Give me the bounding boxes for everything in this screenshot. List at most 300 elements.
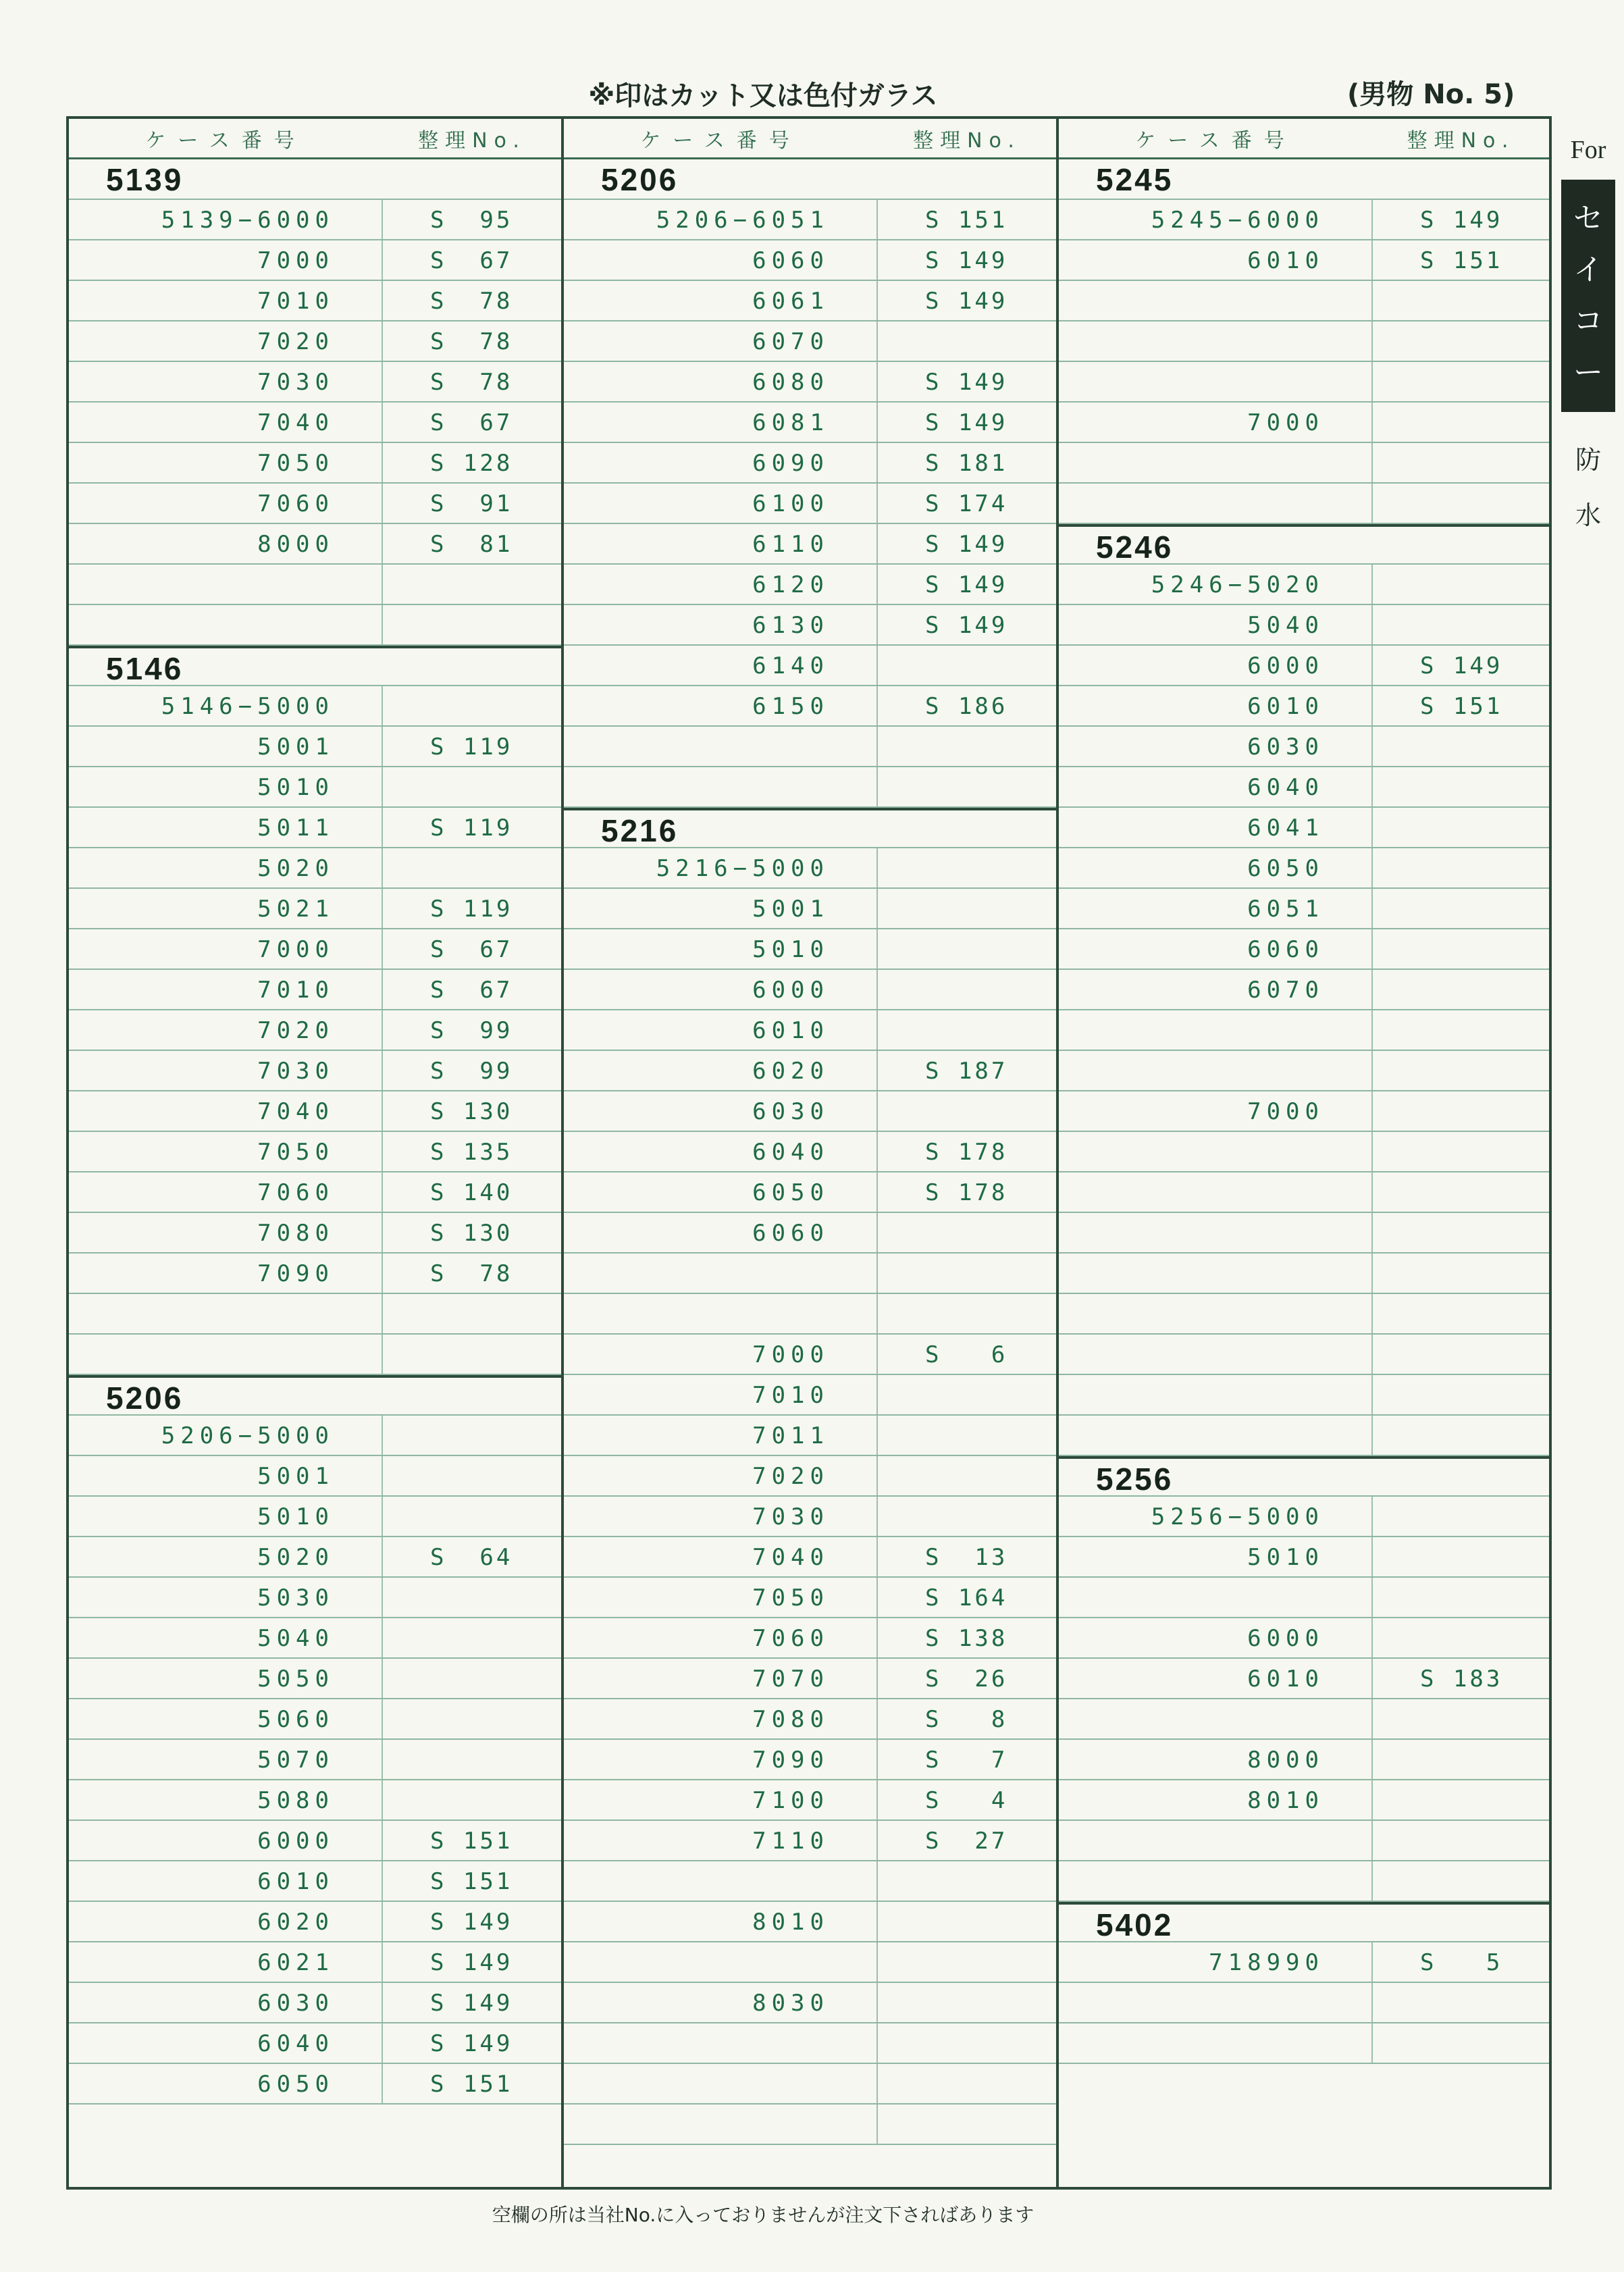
case-number-cell: 7050 (69, 1132, 383, 1171)
reference-number-cell (1373, 929, 1549, 969)
reference-number-cell: S 149 (1420, 652, 1503, 679)
case-number-cell: 6100 (564, 484, 878, 523)
case-number-cell (564, 1861, 878, 1901)
reference-number-cell (1373, 970, 1549, 1009)
reference-number-cell (1373, 1537, 1549, 1576)
table-row (69, 1335, 561, 1375)
case-number-cell: 6010 (1059, 686, 1373, 725)
table-row (1059, 1335, 1549, 1375)
reference-number-cell: S 27 (925, 1828, 1008, 1855)
table-row (1059, 2023, 1549, 2064)
table-row (564, 1172, 1056, 1213)
table-row (69, 1010, 561, 1051)
reference-number-cell (383, 605, 561, 644)
case-number-cell: 7040 (69, 403, 383, 442)
reference-number-cell: S 149 (925, 612, 1008, 639)
case-number-cell: 6120 (564, 565, 878, 604)
table-row (564, 1091, 1056, 1132)
reference-number-cell (1373, 1861, 1549, 1901)
case-number-cell (564, 1942, 878, 1982)
table-row (69, 240, 561, 281)
case-number-cell: 7000 (564, 1335, 878, 1374)
case-number-cell: 7030 (69, 362, 383, 401)
reference-number-cell: S 151 (430, 1868, 513, 1895)
case-number-cell: 6000 (1059, 646, 1373, 685)
case-number-cell: 6090 (564, 443, 878, 482)
case-number-cell (564, 2064, 878, 2103)
reference-number-cell (878, 646, 1056, 685)
case-number-cell: 5216−5000 (564, 848, 878, 887)
case-number-cell: 7110 (564, 1821, 878, 1860)
reference-number-cell (878, 970, 1056, 1009)
table-row (69, 1456, 561, 1497)
waterproof-char: 防 (1575, 445, 1601, 475)
case-number-cell (1059, 1294, 1373, 1333)
table-row (69, 1416, 561, 1456)
table-row (564, 1942, 1056, 1983)
table-row (1059, 403, 1549, 443)
group-heading: 5256 (1059, 1456, 1549, 1497)
case-number-cell: 6110 (564, 524, 878, 563)
reference-number-cell: S 135 (430, 1139, 513, 1166)
reference-number-cell (383, 1416, 561, 1455)
reference-number-cell (1373, 443, 1549, 482)
case-number-cell: 7070 (564, 1659, 878, 1698)
table-row (69, 2023, 561, 2064)
case-number-cell: 7090 (69, 1254, 383, 1293)
table-row (69, 362, 561, 403)
table-row (564, 484, 1056, 524)
case-number-cell: 7080 (69, 1213, 383, 1252)
reference-number-cell (383, 686, 561, 725)
case-number-cell (1059, 443, 1373, 482)
reference-number-cell: S 6 (925, 1341, 1008, 1368)
reference-number-cell (1373, 605, 1549, 644)
table-row (1059, 1861, 1549, 1902)
case-number-cell (1059, 1416, 1373, 1455)
reference-number-cell: S 187 (925, 1058, 1008, 1085)
table-row (1059, 281, 1549, 321)
table-row (1059, 1537, 1549, 1578)
brand-char: セ (1573, 201, 1603, 236)
catalog-table (66, 116, 1552, 2190)
reference-number-cell (1373, 403, 1549, 442)
table-row (1059, 767, 1549, 808)
case-number-cell: 5246−5020 (1059, 565, 1373, 604)
sheet-number: (男物 No. 5) (1347, 79, 1515, 110)
reference-number-cell: S 78 (430, 369, 513, 396)
case-number-cell (1059, 1375, 1373, 1414)
case-number-cell: 5010 (69, 767, 383, 806)
reference-number-cell: S 149 (430, 1949, 513, 1976)
reference-number-cell (1373, 1132, 1549, 1171)
table-row (564, 200, 1056, 240)
case-number-cell: 5070 (69, 1740, 383, 1779)
reference-number-cell: S 174 (925, 490, 1008, 517)
reference-number-cell (1373, 1618, 1549, 1657)
column-header (564, 119, 1056, 159)
reference-number-cell (1373, 1213, 1549, 1252)
case-number-cell: 6000 (69, 1821, 383, 1860)
case-number-cell: 6030 (69, 1983, 383, 2022)
case-number-cell (1059, 1821, 1373, 1860)
table-row (564, 929, 1056, 970)
table-row (69, 808, 561, 848)
case-number-cell: 7030 (69, 1051, 383, 1090)
table-row (69, 1699, 561, 1740)
case-number-cell: 7020 (564, 1456, 878, 1495)
catalog-column-3 (1059, 119, 1549, 2187)
case-number-cell: 7050 (564, 1578, 878, 1617)
table-row (564, 970, 1056, 1010)
table-row (1059, 727, 1549, 767)
group-heading: 5402 (1059, 1902, 1549, 1942)
reference-number-cell: S 149 (430, 2030, 513, 2057)
brand-char: コ (1573, 304, 1603, 338)
table-row (1059, 1942, 1549, 1983)
table-row (1059, 1659, 1549, 1699)
case-number-cell (1059, 1254, 1373, 1293)
case-number-cell: 7060 (69, 1172, 383, 1212)
reference-number-cell (1373, 1294, 1549, 1333)
table-row (69, 443, 561, 484)
side-tab-for: For (1570, 136, 1606, 164)
table-row (564, 565, 1056, 605)
case-number-cell: 5206−5000 (69, 1416, 383, 1455)
table-row (1059, 929, 1549, 970)
reference-number-cell (878, 1861, 1056, 1901)
table-row (69, 1780, 561, 1821)
reference-number-cell (878, 1902, 1056, 1941)
case-number-cell: 6000 (564, 970, 878, 1009)
table-row (69, 565, 561, 605)
reference-number-cell: S 99 (430, 1058, 513, 1085)
reference-number-cell (1373, 727, 1549, 766)
catalog-column-1 (69, 119, 564, 2187)
reference-number-cell (383, 565, 561, 604)
case-number-cell: 6060 (564, 240, 878, 280)
case-number-cell (69, 565, 383, 604)
table-row (1059, 1172, 1549, 1213)
case-number-cell: 6060 (564, 1213, 878, 1252)
table-row (1059, 889, 1549, 929)
table-row (69, 686, 561, 727)
case-number-cell: 6081 (564, 403, 878, 442)
case-number-cell: 5001 (69, 727, 383, 766)
reference-number-cell (1373, 1780, 1549, 1819)
reference-number-cell (1373, 767, 1549, 806)
reference-number-cell: S 81 (430, 531, 513, 558)
table-row (69, 1902, 561, 1942)
waterproof-char: 水 (1575, 500, 1601, 530)
case-number-cell: 5030 (69, 1578, 383, 1617)
case-number-cell: 7020 (69, 321, 383, 361)
table-row (564, 1375, 1056, 1416)
case-number-cell: 7040 (69, 1091, 383, 1131)
reference-number-cell: S 149 (925, 531, 1008, 558)
case-number-cell (1059, 1132, 1373, 1171)
case-number-cell: 6010 (1059, 240, 1373, 280)
case-number-cell: 5060 (69, 1699, 383, 1738)
table-row (1059, 240, 1549, 281)
case-number-cell: 6060 (1059, 929, 1373, 969)
table-row (1059, 1416, 1549, 1456)
case-number-cell: 7000 (1059, 1091, 1373, 1131)
table-row (1059, 1780, 1549, 1821)
reference-number-cell: S 149 (925, 409, 1008, 436)
table-row (1059, 970, 1549, 1010)
table-row (564, 727, 1056, 767)
case-number-header: ケース番号 (1135, 128, 1296, 153)
table-row (564, 1294, 1056, 1335)
case-number-cell: 6030 (1059, 727, 1373, 766)
reference-number-cell: S 151 (1420, 693, 1503, 720)
table-row (69, 281, 561, 321)
reference-number-cell: S 128 (430, 450, 513, 477)
case-number-cell: 6150 (564, 686, 878, 725)
table-row (69, 1132, 561, 1172)
reference-number-cell: S 130 (430, 1098, 513, 1125)
table-row (69, 1821, 561, 1861)
reference-number-cell (383, 1294, 561, 1333)
table-row (564, 1335, 1056, 1375)
reference-number-cell (383, 1699, 561, 1738)
case-number-cell (1059, 362, 1373, 401)
reference-number-cell (1373, 565, 1549, 604)
table-row (1059, 646, 1549, 686)
table-row (564, 1618, 1056, 1659)
case-number-cell: 5001 (564, 889, 878, 928)
case-number-cell: 5021 (69, 889, 383, 928)
reference-number-cell: S 64 (430, 1544, 513, 1571)
table-row (69, 1659, 561, 1699)
case-number-cell: 7030 (564, 1497, 878, 1536)
case-number-cell (564, 1254, 878, 1293)
case-number-cell (1059, 484, 1373, 523)
table-row (69, 1861, 561, 1902)
reference-number-cell (1373, 281, 1549, 320)
group-heading: 5206 (69, 1375, 561, 1416)
reference-number-cell (383, 1659, 561, 1698)
brand-char: ー (1573, 355, 1603, 390)
table-row (564, 1699, 1056, 1740)
reference-number-cell: S 178 (925, 1139, 1008, 1166)
page-title: ※印はカット又は色付ガラス (588, 80, 938, 111)
column-header (69, 119, 561, 159)
table-row (69, 524, 561, 565)
case-number-cell: 6130 (564, 605, 878, 644)
reference-number-cell: S 95 (430, 207, 513, 234)
case-number-cell: 7090 (564, 1740, 878, 1779)
table-row (564, 1780, 1056, 1821)
reference-number-cell: S 151 (430, 1828, 513, 1855)
case-number-header: ケース番号 (640, 128, 802, 153)
table-row (69, 484, 561, 524)
case-number-cell: 6040 (1059, 767, 1373, 806)
case-number-cell: 8030 (564, 1983, 878, 2022)
table-row (69, 2064, 561, 2105)
reference-number-cell: S 151 (430, 2071, 513, 2098)
reference-number-cell (1373, 1010, 1549, 1050)
table-row (564, 1254, 1056, 1294)
reference-number-cell (878, 1091, 1056, 1131)
reference-number-header: 整理No. (1407, 128, 1515, 153)
table-row (564, 1456, 1056, 1497)
case-number-cell: 6040 (69, 2023, 383, 2063)
case-number-cell: 7100 (564, 1780, 878, 1819)
group-heading: 5245 (1059, 159, 1549, 200)
reference-number-cell (383, 1578, 561, 1617)
table-row (564, 1497, 1056, 1537)
reference-number-cell (1373, 1335, 1549, 1374)
case-number-cell: 6030 (564, 1091, 878, 1131)
table-row (69, 1537, 561, 1578)
case-number-cell: 6021 (69, 1942, 383, 1982)
reference-number-cell (1373, 1416, 1549, 1455)
case-number-cell (69, 1335, 383, 1374)
case-number-cell: 5245−6000 (1059, 200, 1373, 239)
case-number-cell: 6140 (564, 646, 878, 685)
table-row (564, 1659, 1056, 1699)
case-number-cell: 5010 (564, 929, 878, 969)
table-row (69, 1497, 561, 1537)
case-number-cell (1059, 1335, 1373, 1374)
reference-number-cell: S 149 (430, 1990, 513, 2017)
table-row (1059, 605, 1549, 646)
table-row (69, 1254, 561, 1294)
case-number-cell: 6050 (564, 1172, 878, 1212)
reference-number-cell (878, 2064, 1056, 2103)
case-number-cell (564, 767, 878, 806)
reference-number-cell (383, 848, 561, 887)
reference-number-cell (1373, 1699, 1549, 1738)
case-number-cell: 7050 (69, 443, 383, 482)
case-number-cell: 8000 (1059, 1740, 1373, 1779)
table-row (1059, 1699, 1549, 1740)
table-row (564, 1010, 1056, 1051)
brand-label (1561, 180, 1615, 412)
table-row (69, 1618, 561, 1659)
reference-number-cell: S 78 (430, 328, 513, 355)
case-number-cell: 5256−5000 (1059, 1497, 1373, 1536)
table-row (564, 848, 1056, 889)
case-number-cell: 7000 (1059, 403, 1373, 442)
reference-number-cell: S 151 (1420, 247, 1503, 274)
table-row (1059, 1132, 1549, 1172)
table-row (69, 889, 561, 929)
reference-number-cell (878, 1213, 1056, 1252)
case-number-cell: 6070 (564, 321, 878, 361)
reference-number-cell (878, 889, 1056, 928)
table-row (1059, 1294, 1549, 1335)
table-row (564, 889, 1056, 929)
case-number-cell: 5146−5000 (69, 686, 383, 725)
case-number-cell: 7020 (69, 1010, 383, 1050)
case-number-cell (69, 1294, 383, 1333)
reference-number-cell (878, 2023, 1056, 2063)
reference-number-cell (383, 1456, 561, 1495)
reference-number-cell: S 178 (925, 1179, 1008, 1206)
case-number-cell: 5139−6000 (69, 200, 383, 239)
table-row (69, 200, 561, 240)
table-row (1059, 1254, 1549, 1294)
case-number-cell (1059, 321, 1373, 361)
case-number-cell: 5020 (69, 848, 383, 887)
case-number-header: ケース番号 (145, 128, 307, 153)
case-number-cell (1059, 1983, 1373, 2022)
table-row (69, 1578, 561, 1618)
table-row (564, 240, 1056, 281)
table-row (564, 1132, 1056, 1172)
reference-number-cell (1373, 321, 1549, 361)
case-number-cell: 5010 (1059, 1537, 1373, 1576)
case-number-cell: 8010 (1059, 1780, 1373, 1819)
waterproof-label (1561, 432, 1615, 543)
reference-number-cell (383, 1335, 561, 1374)
case-number-cell: 7040 (564, 1537, 878, 1576)
reference-number-cell: S 4 (925, 1787, 1008, 1814)
side-tab (1561, 135, 1615, 543)
case-number-cell: 6010 (69, 1861, 383, 1901)
case-number-cell (1059, 1051, 1373, 1090)
table-row (1059, 200, 1549, 240)
case-number-cell: 7080 (564, 1699, 878, 1738)
case-number-cell: 5010 (69, 1497, 383, 1536)
reference-number-cell: S 67 (430, 409, 513, 436)
reference-number-cell: S 149 (925, 369, 1008, 396)
table-row (564, 2023, 1056, 2064)
table-row (1059, 1051, 1549, 1091)
case-number-cell: 5050 (69, 1659, 383, 1698)
table-row (69, 1091, 561, 1132)
case-number-cell (1059, 1010, 1373, 1050)
table-row (1059, 1983, 1549, 2023)
reference-number-cell: S 67 (430, 977, 513, 1004)
case-number-cell: 7011 (564, 1416, 878, 1455)
case-number-cell: 6051 (1059, 889, 1373, 928)
case-number-cell: 7060 (69, 484, 383, 523)
case-number-cell: 7000 (69, 240, 383, 280)
table-row (1059, 1740, 1549, 1780)
table-row (564, 1902, 1056, 1942)
reference-number-cell (878, 1942, 1056, 1982)
case-number-cell (1059, 1861, 1373, 1901)
table-row (69, 929, 561, 970)
reference-number-cell: S 78 (430, 288, 513, 315)
table-row (564, 281, 1056, 321)
table-row (564, 1983, 1056, 2023)
table-row (1059, 1375, 1549, 1416)
table-row (1059, 686, 1549, 727)
reference-number-cell (383, 1780, 561, 1819)
reference-number-cell: S 149 (925, 571, 1008, 598)
table-row (69, 848, 561, 889)
reference-number-cell: S 119 (430, 815, 513, 842)
table-row (564, 767, 1056, 808)
table-row (564, 1537, 1056, 1578)
table-row (564, 686, 1056, 727)
table-row (69, 970, 561, 1010)
reference-number-cell: S 149 (925, 288, 1008, 315)
case-number-cell (564, 2105, 878, 2144)
reference-number-cell: S 186 (925, 693, 1008, 720)
table-row (1059, 1091, 1549, 1132)
reference-number-cell (1373, 1821, 1549, 1860)
reference-number-cell: S 149 (1420, 207, 1503, 234)
reference-number-cell (1373, 362, 1549, 401)
case-number-cell (1059, 281, 1373, 320)
reference-number-cell (1373, 1091, 1549, 1131)
